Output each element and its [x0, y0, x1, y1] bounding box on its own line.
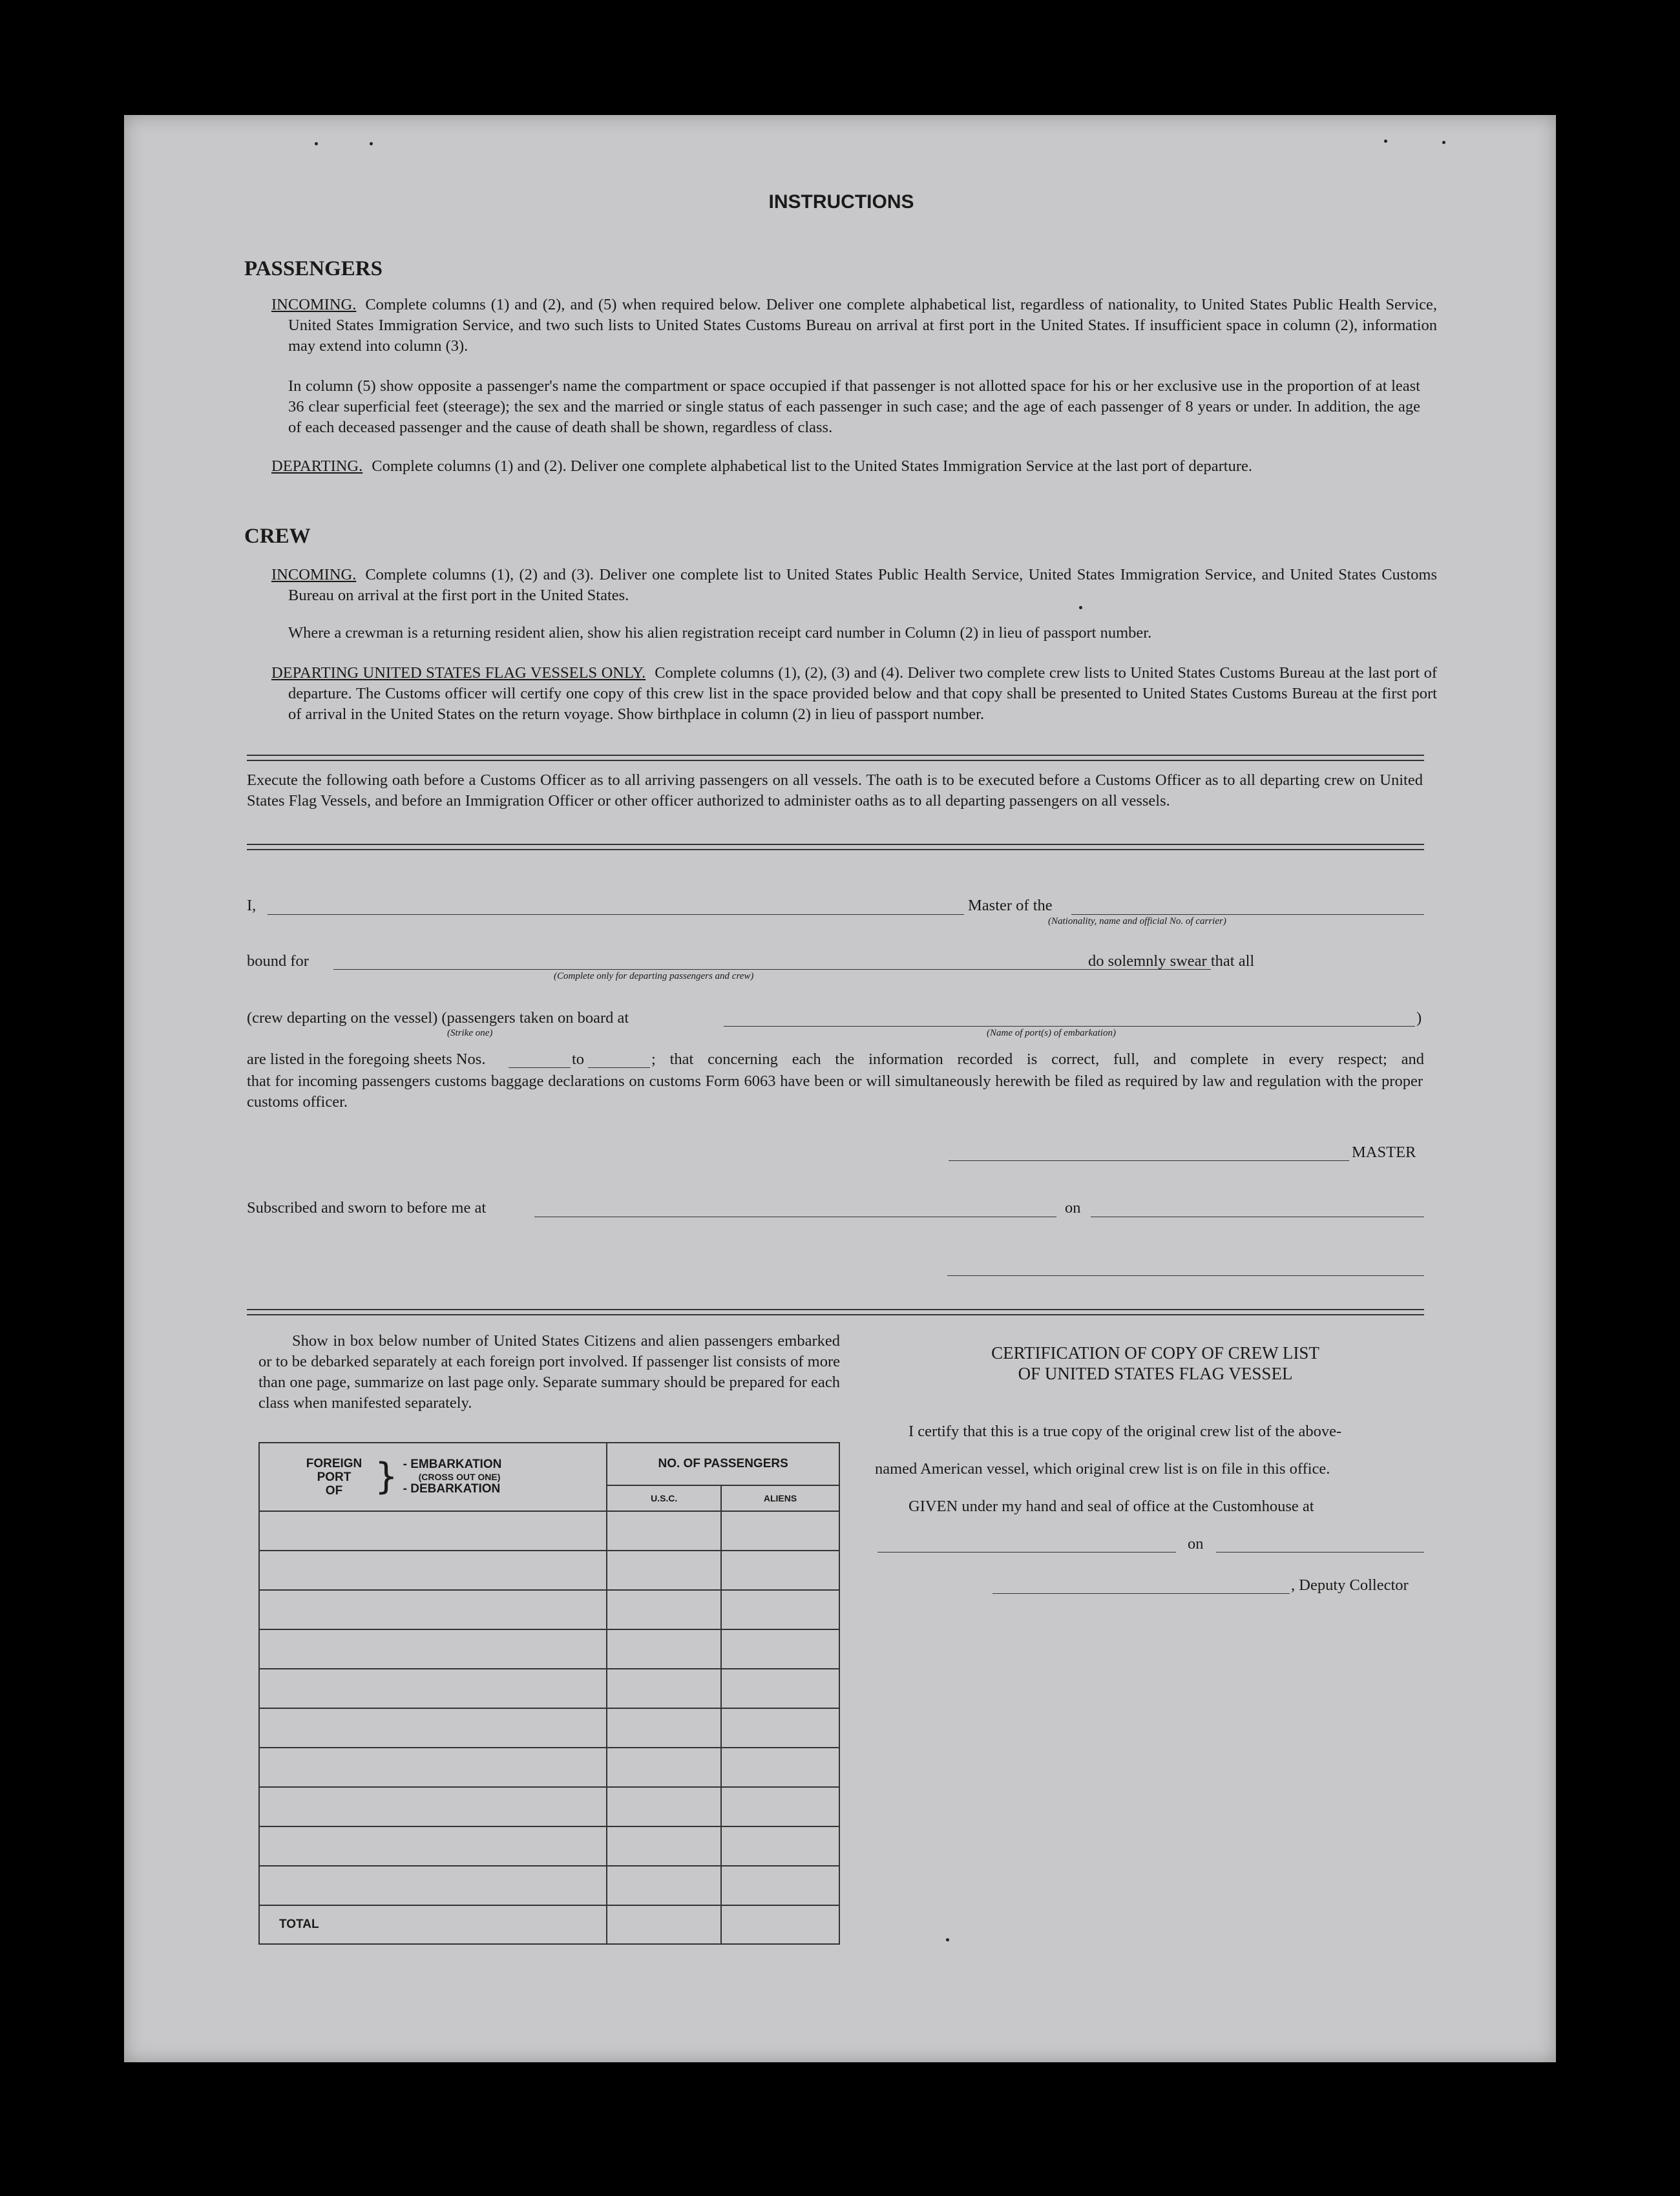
total-label-cell: [259, 1905, 607, 1944]
sworn-on-label: on: [1065, 1199, 1081, 1217]
table-row: [259, 1629, 839, 1669]
port-label: PORT: [317, 1470, 352, 1484]
passengers-heading: PASSENGERS: [244, 257, 383, 280]
usc-cell[interactable]: [607, 1748, 721, 1787]
crew-resident: Where a crewman is a returning resident alien, show his alien registration receipt card number in Column (2) in lieu of passport number.: [288, 624, 1152, 642]
customhouse-field[interactable]: [877, 1552, 1176, 1553]
aliens-cell[interactable]: [721, 1511, 839, 1551]
deputy-collector-label: , Deputy Collector: [1291, 1576, 1409, 1594]
usc-cell[interactable]: [607, 1551, 721, 1590]
certification-line-3: GIVEN under my hand and seal of office at the Customhouse at: [908, 1498, 1314, 1515]
master-of-the-label: Master of the: [968, 897, 1053, 914]
table-row: [259, 1826, 839, 1866]
certification-line-1: I certify that this is a true copy of the original crew list of the above-: [908, 1423, 1342, 1440]
aliens-header: ALIENS: [721, 1485, 839, 1511]
speck: [946, 1938, 949, 1941]
oath-instruction: Execute the following oath before a Customs Officer as to all arriving passengers on all vessels. The oath is to be executed before a Customs Officer as to all departing crew on United States Flag Vessels, and before an Immigration Officer or other officer authorized to administer oaths as to all departing passengers on all vessels.: [247, 771, 1423, 810]
listed-a-label: are listed in the foregoing sheets Nos.: [247, 1051, 486, 1068]
complete-only-caption: (Complete only for departing passengers and crew): [554, 971, 754, 981]
do-solemnly-label: do solemnly swear that all: [1088, 952, 1255, 970]
port-cell[interactable]: [259, 1787, 607, 1826]
passengers-column5: In column (5) show opposite a passenger's name the compartment or space occupied if that passenger is not allotted space for his or her exclusive use in the proportion of at least 36 clear superficial feet (steerage); the sex and the married or single status of each passenger in such case; and the age of each passenger of 8 years or under. In addition, the age of each deceased passenger and the cause of death shall be shown, regardless of class.: [288, 377, 1420, 436]
divider: [247, 844, 1424, 850]
crew-departing-text: Complete columns (1), (2), (3) and (4). Deliver two complete crew lists to United States Customs Bureau at the last port of departure. The Customs officer will certify one copy of this crew list in the space provided below and that copy shall be presented to United States Customs Bureau at the first port of arrival in the United States on the return voyage. Show birthplace in column (2) in lieu of passport number.: [288, 664, 1437, 723]
passengers-incoming-label: INCOMING.: [271, 296, 357, 313]
port-cell[interactable]: [259, 1590, 607, 1629]
passengers-departing-label: DEPARTING.: [271, 457, 363, 475]
passengers-incoming-text: Complete columns (1) and (2), and (5) when required below. Deliver one complete alphabetical list, regardless of nationality, to United States Public Health Service, United States Immigration Service, and two such lists to United States Customs Bureau on arrival at first port in the United States. If insufficient space in column (2), information may extend into column (3).: [288, 296, 1437, 355]
total-aliens-cell[interactable]: [721, 1905, 839, 1944]
usc-cell[interactable]: [607, 1590, 721, 1629]
usc-header: U.S.C.: [607, 1485, 721, 1511]
bound-for-field[interactable]: [333, 969, 1211, 970]
table-row: [259, 1748, 839, 1787]
foreign-label: FOREIGN: [306, 1456, 362, 1470]
port-cell[interactable]: [259, 1708, 607, 1748]
port-cell[interactable]: [259, 1511, 607, 1551]
table-row: [259, 1866, 839, 1905]
usc-cell[interactable]: [607, 1826, 721, 1866]
usc-cell[interactable]: [607, 1866, 721, 1905]
port-cell[interactable]: [259, 1748, 607, 1787]
aliens-cell[interactable]: [721, 1669, 839, 1708]
port-cell[interactable]: [259, 1866, 607, 1905]
listed-to-label: to: [572, 1051, 585, 1068]
certification-on-label: on: [1188, 1535, 1204, 1553]
usc-cell[interactable]: [607, 1629, 721, 1669]
debarkation-label: - DEBARKATION: [403, 1482, 501, 1496]
usc-cell[interactable]: [607, 1708, 721, 1748]
total-row: [259, 1905, 839, 1944]
speck: [1442, 141, 1445, 144]
sheets-to-field[interactable]: [588, 1067, 650, 1068]
subscribed-label: Subscribed and sworn to before me at: [247, 1199, 487, 1217]
listed-b-label: ; that concerning each the information recorded is correct, full, and complete in every respect; and: [651, 1051, 1424, 1068]
page-title: INSTRUCTIONS: [768, 191, 914, 213]
aliens-cell[interactable]: [721, 1866, 839, 1905]
usc-cell[interactable]: [607, 1511, 721, 1551]
crew-departing-label: DEPARTING UNITED STATES FLAG VESSELS ONLY.: [271, 664, 646, 682]
crew-heading: CREW: [244, 525, 311, 548]
port-cell[interactable]: [259, 1629, 607, 1669]
form-page: [124, 115, 1556, 2062]
crew-departing: [271, 663, 1437, 725]
speck: [370, 142, 373, 145]
aliens-cell[interactable]: [721, 1551, 839, 1590]
table-row: [259, 1708, 839, 1748]
speck: [1079, 606, 1082, 609]
no-of-passengers-header: NO. OF PASSENGERS: [607, 1443, 839, 1485]
usc-cell[interactable]: [607, 1787, 721, 1826]
certification-line-2: named American vessel, which original crew list is on file in this office.: [875, 1460, 1330, 1478]
aliens-cell[interactable]: [721, 1787, 839, 1826]
passengers-incoming: [271, 295, 1437, 357]
master-name-field[interactable]: [268, 914, 964, 915]
crew-incoming-label: INCOMING.: [271, 566, 357, 583]
sheets-from-field[interactable]: [509, 1067, 571, 1068]
passenger-summary-table: [258, 1442, 840, 1945]
master-signature-field[interactable]: [949, 1160, 1349, 1161]
port-header-cell: [259, 1443, 607, 1511]
table-row: [259, 1511, 839, 1551]
aliens-cell[interactable]: [721, 1629, 839, 1669]
crew-incoming-text: Complete columns (1), (2) and (3). Deliver one complete list to United States Public Health Service, United States Immigration Service, and United States Customs Bureau on arrival at the first port in the United States.: [288, 566, 1437, 604]
brace-icon: }: [375, 1456, 398, 1498]
table-row: [259, 1787, 839, 1826]
summary-instruction: Show in box below number of United States Citizens and alien passengers embarked or to be debarked separately at each foreign port involved. If passenger list consists of more than one page, summarize on last page only. Separate summary should be prepared for each class when manifested separately.: [258, 1332, 840, 1412]
table-row: [259, 1669, 839, 1708]
usc-cell[interactable]: [607, 1669, 721, 1708]
cross-out-label: (CROSS OUT ONE): [418, 1472, 501, 1482]
port-cell[interactable]: [259, 1826, 607, 1866]
table-row: [259, 1590, 839, 1629]
port-cell[interactable]: [259, 1669, 607, 1708]
embarkation-port-field[interactable]: [724, 1026, 1415, 1027]
port-cell[interactable]: [259, 1551, 607, 1590]
aliens-cell[interactable]: [721, 1708, 839, 1748]
oath-i-label: I,: [247, 897, 257, 914]
passengers-departing-text: Complete columns (1) and (2). Deliver one complete alphabetical list to the United States Immigration Service at the last port of departure.: [372, 457, 1252, 475]
crew-departing-label: (crew departing on the vessel) (passengers taken on board at: [247, 1009, 629, 1027]
table-row: [259, 1551, 839, 1590]
passengers-departing: [271, 456, 1437, 477]
close-paren: ): [1416, 1009, 1422, 1027]
aliens-cell[interactable]: [721, 1826, 839, 1866]
crew-incoming: [271, 565, 1437, 606]
officer-signature-field[interactable]: [947, 1275, 1424, 1276]
certification-block: [887, 1343, 1424, 1384]
listed-c-text: that for incoming passengers customs baggage declarations on customs Form 6063 have been or will simultaneously herewith be filed as required by law and regulation with the proper customs officer.: [247, 1072, 1423, 1111]
of-label: OF: [325, 1483, 343, 1498]
total-usc-cell[interactable]: [607, 1905, 721, 1944]
port-caption: (Name of port(s) of embarkation): [987, 1028, 1116, 1038]
strike-one-caption: (Strike one): [447, 1028, 493, 1038]
master-label: MASTER: [1352, 1144, 1416, 1161]
certification-heading-2: OF UNITED STATES FLAG VESSEL: [1018, 1364, 1293, 1383]
bound-for-label: bound for: [247, 952, 309, 970]
carrier-field[interactable]: [1071, 914, 1424, 915]
nationality-caption: (Nationality, name and official No. of carrier): [1048, 916, 1226, 926]
divider: [247, 1309, 1424, 1315]
certification-date-field[interactable]: [1216, 1552, 1424, 1553]
total-label: TOTAL: [279, 1918, 319, 1931]
embarkation-label: - EMBARKATION: [403, 1458, 502, 1471]
divider: [247, 755, 1424, 761]
speck: [1384, 140, 1387, 143]
deputy-signature-field[interactable]: [992, 1593, 1290, 1594]
aliens-cell[interactable]: [721, 1590, 839, 1629]
speck: [315, 142, 318, 145]
aliens-cell[interactable]: [721, 1748, 839, 1787]
certification-heading-1: CERTIFICATION OF COPY OF CREW LIST: [991, 1343, 1319, 1363]
